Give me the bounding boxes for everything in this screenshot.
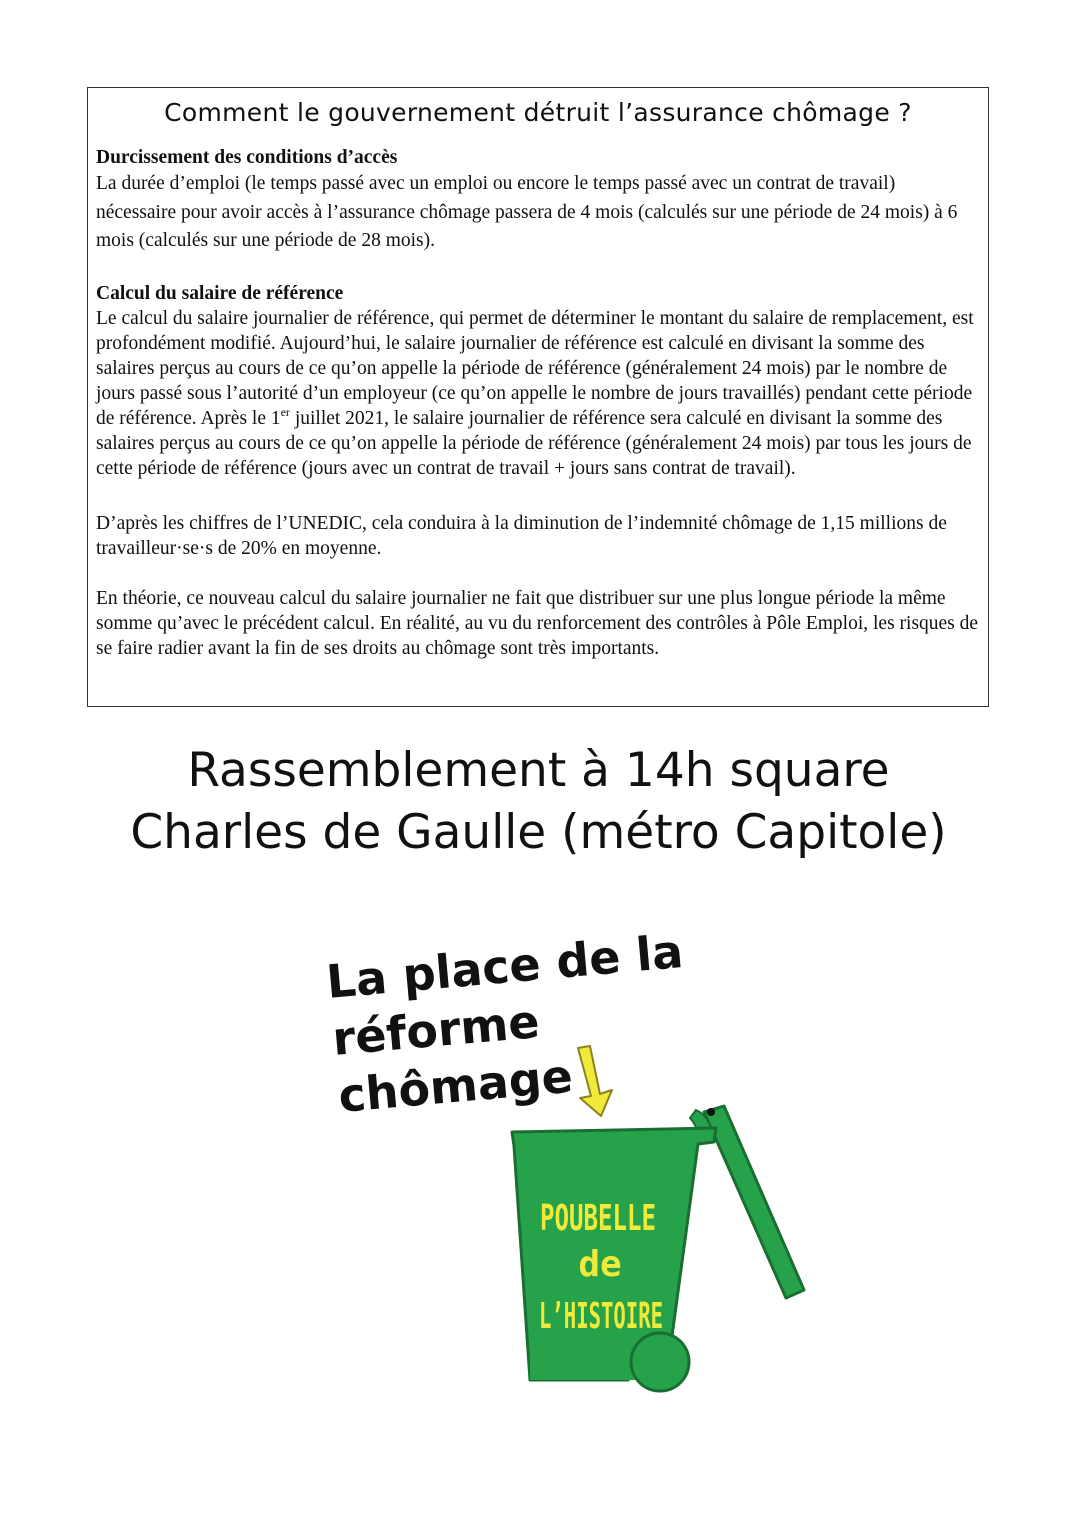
- bin-text-line1: POUBELLE: [540, 1198, 656, 1239]
- section2-body-part1: Le calcul du salaire journalier de référence, qui permet de déterminer le montant du salaire de remplacement, est profondément modifié. Aujourd’hui, le salaire journalier de référence est calculé en divisant la somme des salaires perçus au cours de ce qu’on appelle la période de référence (généralement 24 mois) par le nombre de jours passé sous l’autorité d’un employeur (ce qu’on appelle le nombre de jours travaillés) pendant cette période de référence. Après le 1: [96, 307, 974, 429]
- arrow-down-icon: [578, 1046, 612, 1116]
- article-title: Comment le gouvernement détruit l’assurance chômage ?: [164, 98, 912, 127]
- slogan-line1: La place de la: [324, 924, 686, 1009]
- slogan-line2: réforme: [330, 994, 542, 1066]
- rally-line2: Charles de Gaulle (métro Capitole): [130, 805, 947, 860]
- bin-text-line3: L’HISTOIRE: [539, 1296, 663, 1337]
- section1-body: La durée d’emploi (le temps passé avec un emploi ou encore le temps passé avec un contrat de travail) nécessaire pour avoir accès à l’assurance chômage passera de 4 mois (calculés sur une période de 24 mois) à 6 mois (calculés sur une période de 28 mois).: [96, 173, 958, 251]
- bin-text-line2: de: [578, 1244, 622, 1285]
- bin-wheel: [631, 1333, 689, 1391]
- rally-line1: Rassemblement à 14h square: [187, 743, 890, 798]
- paragraph-unedic: D’après les chiffres de l’UNEDIC, cela conduira à la diminution de l’indemnité chômage de 1,15 millions de travailleur·se·s de 20% en moyenne.: [96, 512, 947, 559]
- section1-heading: Durcissement des conditions d’accès: [96, 147, 398, 168]
- superscript-er: er: [280, 404, 290, 419]
- slogan-line3: chômage: [336, 1048, 575, 1123]
- section2-body-part2: juillet 2021, le salaire journalier de référence sera calculé en divisant la somme des salaires perçus au cours de ce qu’on appelle la période de référence (généralement 24 mois) par tous les jours de cette période de référence (jours avec un contrat de travail + jours sans contrat de travail).: [96, 407, 972, 479]
- section2-heading: Calcul du salaire de référence: [96, 282, 344, 304]
- paragraph-theory: En théorie, ce nouveau calcul du salaire journalier ne fait que distribuer sur une plus longue période la même somme qu’avec le précédent calcul. En réalité, au vu du renforcement des contrôles à Pôle Emploi, les risques de se faire radier avant la fin de ses droits au chômage sont très importants.: [96, 587, 979, 659]
